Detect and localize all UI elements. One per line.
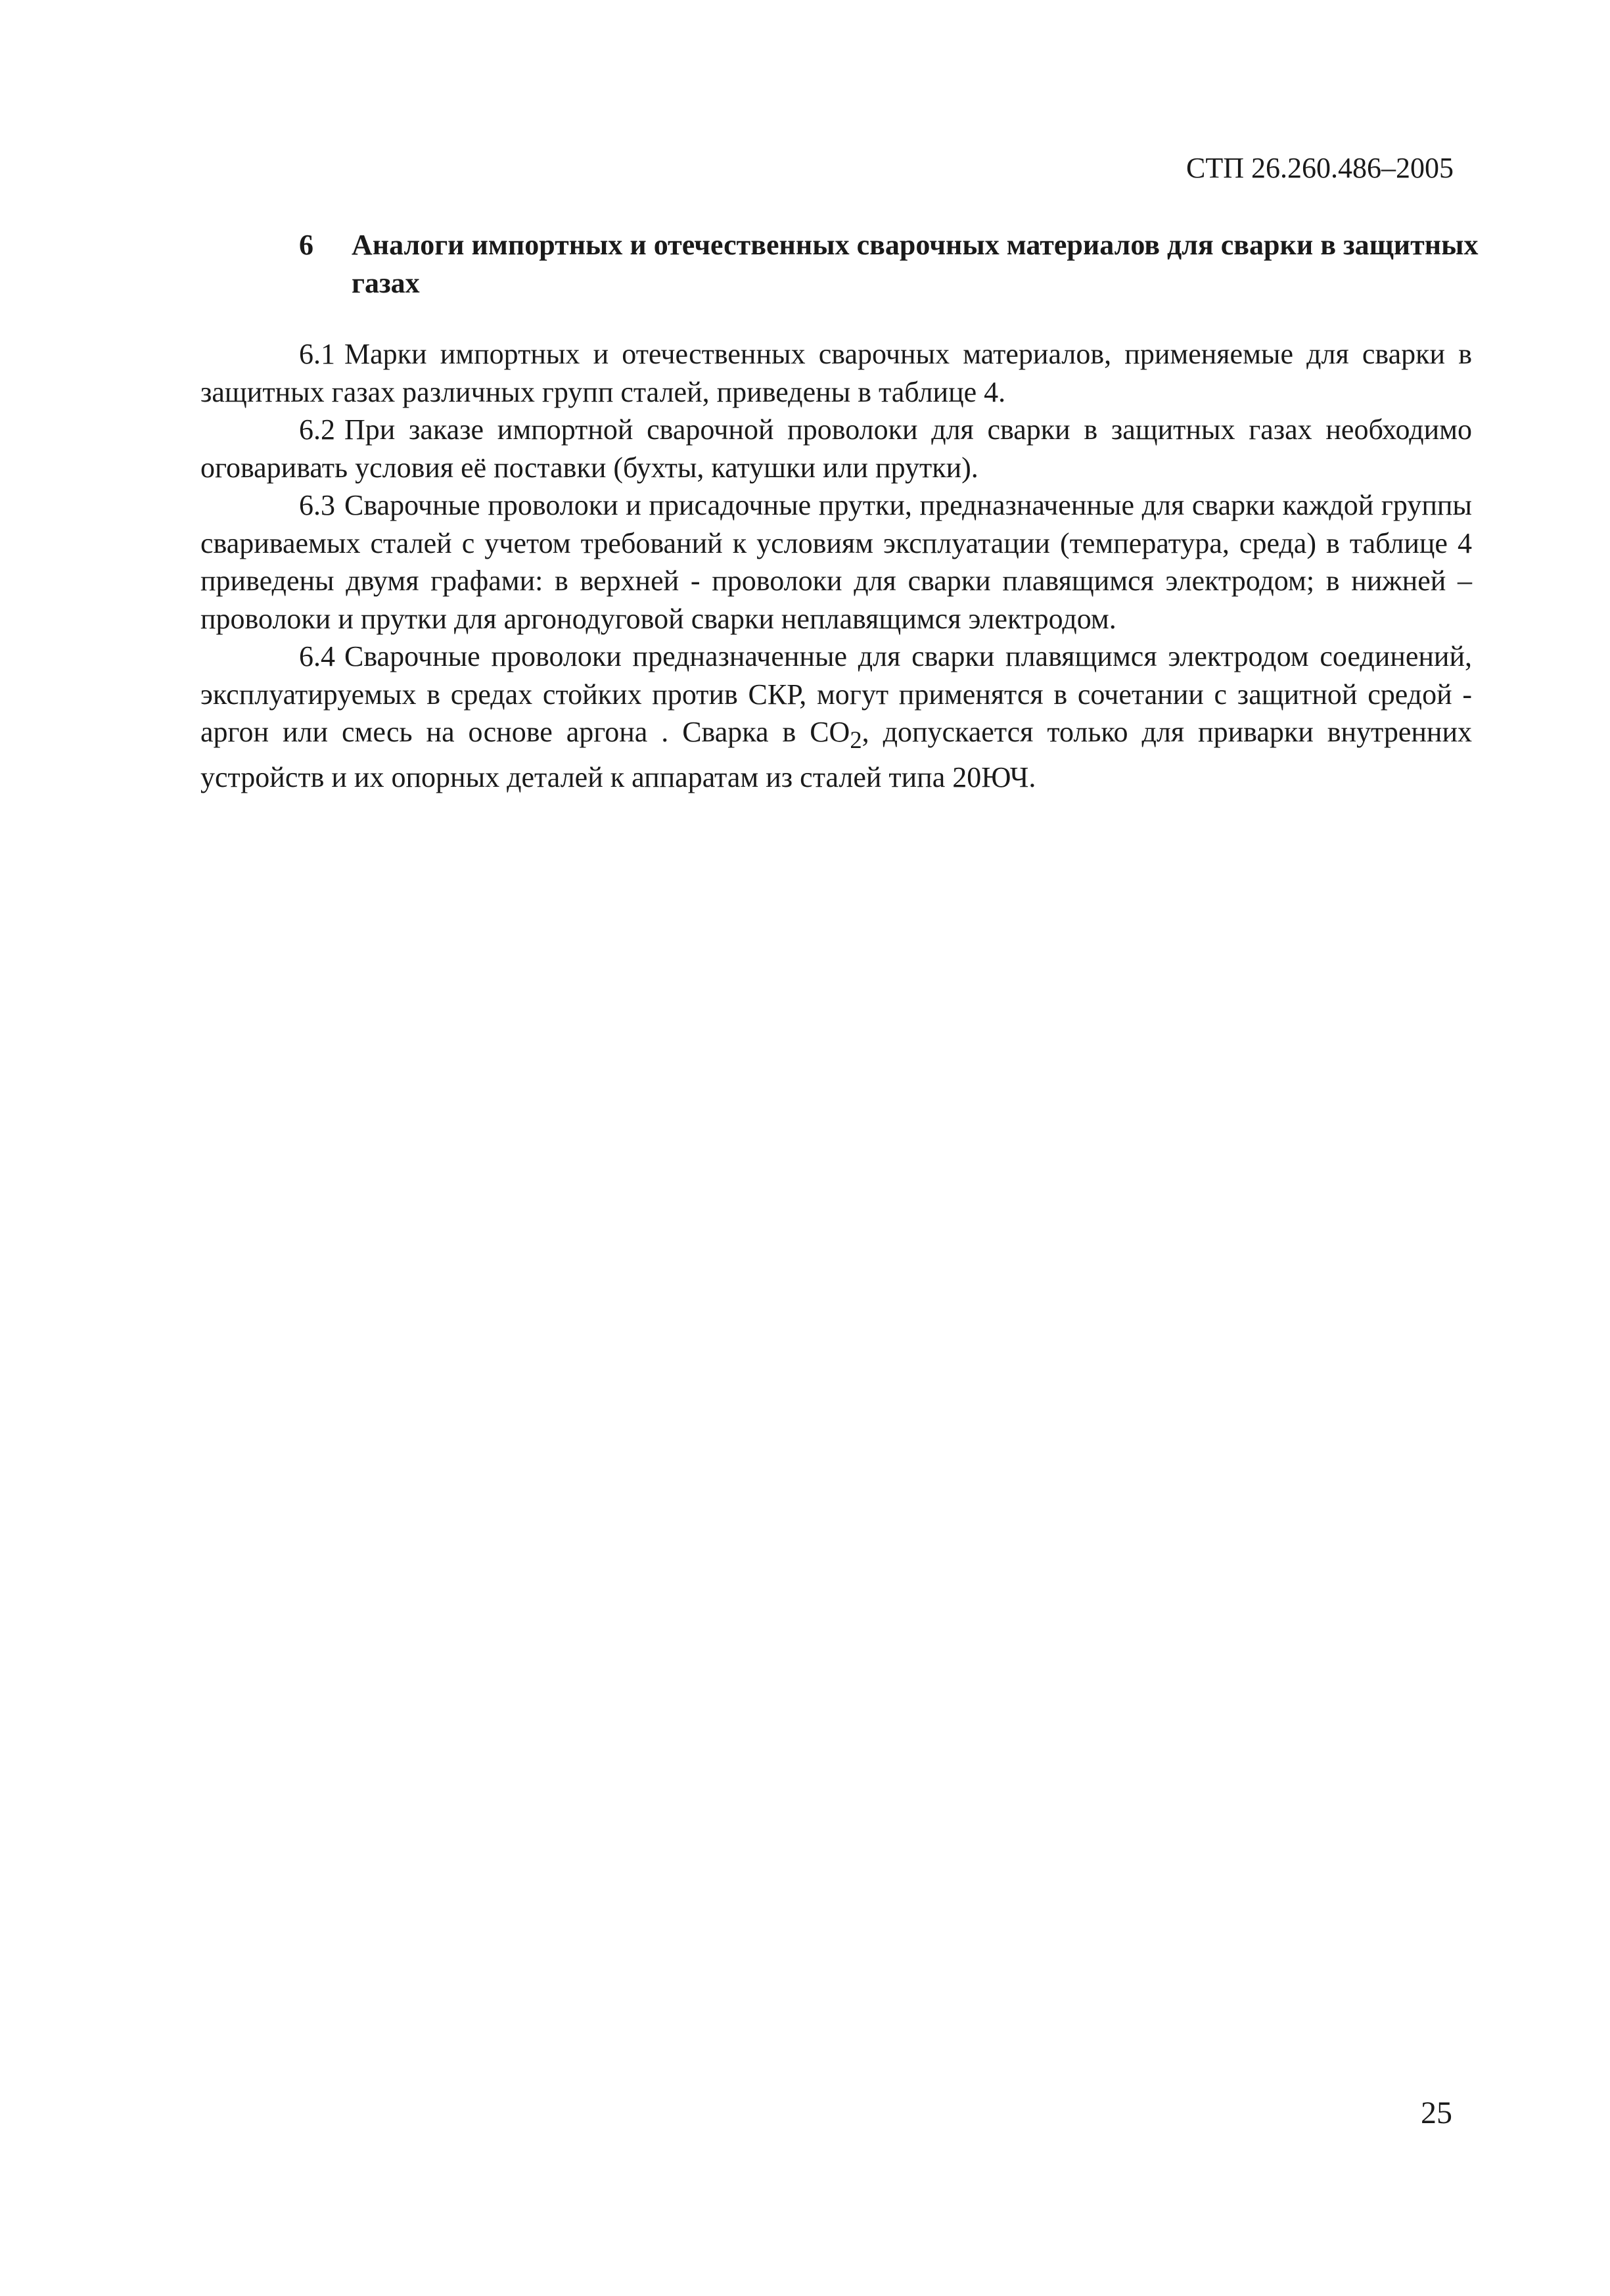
paragraph-text: Марки импортных и отечественных сварочных материалов, применяемые для сварки в защитных газах различных групп сталей, приведены в таблице 4. bbox=[200, 338, 1472, 408]
paragraph-text: Сварочные проволоки и присадочные прутки, предназначенные для сварки каждой группы свариваемых сталей с учетом требований к условиям эксплуатации (температура, среда) в таблице 4 приведены двумя графами: в верхней - проволоки для сварки плавящимся электродом; в нижней – проволоки и прутки для аргонодуговой сварки неплавящимся электродом. bbox=[200, 489, 1472, 635]
paragraph-text-before: Сварочные проволоки предназначенные для сварки плавящимся электродом соединений, эксплуатируемых в средах стойких против СКР, могут применятся в сочетании с защитной средой - аргон или смесь на основе аргона . Сварка в CO bbox=[200, 640, 1472, 748]
paragraph-text: При заказе импортной сварочной проволоки для сварки в защитных газах необходимо оговаривать условия её поставки (бухты, катушки или прутки). bbox=[200, 413, 1472, 484]
paragraph-number: 6.4 bbox=[299, 640, 335, 672]
section-title: Аналоги импортных и отечественных сварочных материалов для сварки в защитных газах bbox=[352, 229, 1479, 299]
paragraph-number: 6.2 bbox=[299, 413, 335, 446]
paragraph-6-3 bbox=[200, 486, 1472, 638]
paragraph-number: 6.1 bbox=[299, 338, 335, 370]
paragraph-text-after: , допускается только для приварки внутренних устройств и их опорных деталей к аппаратам из сталей типа 20ЮЧ. bbox=[200, 716, 1472, 794]
paragraph-6-4 bbox=[200, 638, 1472, 797]
document-code: СТП 26.260.486–2005 bbox=[1186, 152, 1454, 184]
section-heading bbox=[299, 226, 1488, 302]
co2-subscript: 2 bbox=[850, 726, 862, 753]
section-number: 6 bbox=[299, 229, 313, 261]
body-text bbox=[200, 335, 1472, 797]
paragraph-6-2 bbox=[200, 411, 1472, 486]
page-number: 25 bbox=[1421, 2096, 1452, 2130]
paragraph-6-1 bbox=[200, 335, 1472, 411]
paragraph-number: 6.3 bbox=[299, 489, 335, 521]
